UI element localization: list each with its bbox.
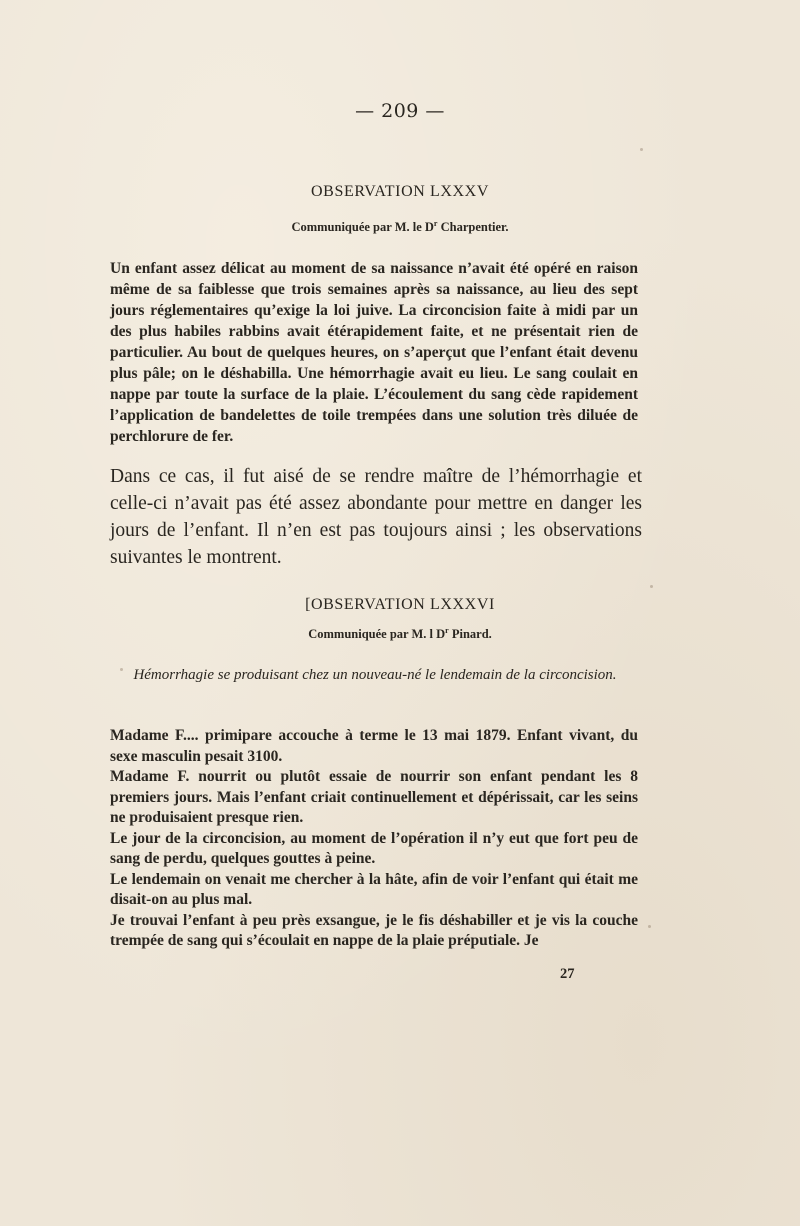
observation-86-body [110,726,638,952]
observation-85-byline [0,219,800,235]
byline-superscript: r [445,626,449,635]
observation-85-body [110,258,638,447]
observation-85-title: OBSERVATION LXXXV [311,183,489,200]
observation-86-title: [OBSERVATION LXXXVI [305,596,495,613]
observation-86-byline [0,626,800,642]
paragraph: Le jour de la circoncision, au moment de l’opération il n’y eut que fort peu de sang de perdu, quelques gouttes à peine. [110,829,638,867]
signature-folio: 27 [560,966,575,982]
commentary-block [110,463,642,571]
commentary-paragraph: Dans ce cas, il fut aisé de se rendre maître de l’hémorrhagie et celle-ci n’avait pas été assez abondante pour mettre en danger les jours de l’enfant. Il n’en est pas toujours ainsi ; les observations suivantes le montrent. [110,466,642,568]
paragraph: Madame F.... primipare accouche à terme le 13 mai 1879. Enfant vivant, du sexe masculin pesait 3100. [110,727,638,765]
paragraph: Je trouvai l’enfant à peu près exsangue, je le fis déshabiller et je vis la couche trempée de sang qui s’écoulait en nappe de la plaie préputiale. Je [110,911,638,949]
byline-superscript: r [433,219,438,228]
byline-author: Charpentier. [437,220,509,235]
paper-speck [120,668,123,671]
paper-speck [640,148,643,151]
byline-text: Communiquée par M. le D [291,220,434,235]
byline-text: Communiquée par M. l D [308,627,446,642]
observation-86-subtitle: Hémorrhagie se produisant chez un nouveau-né le lendemain de la circoncision. [133,667,617,683]
byline-author: Pinard. [448,627,492,642]
paper-speck [650,585,653,588]
paragraph: Le lendemain on venait me chercher à la hâte, afin de voir l’enfant qui était me disait-on au plus mal. [110,870,638,908]
paragraph: Un enfant assez délicat au moment de sa naissance n’avait été opéré en raison même de sa faiblesse que trois semaines après sa naissance, au lieu des sept jours réglementaires qu’exige la loi juive. La circoncision faite à midi par un des plus habiles rabbins avait étérapidement faite, et ne présentait rien de particulier. Au bout de quelques heures, on s’aperçut que l’enfant était devenu plus pâle; on le déshabilla. Une hémorrhagie avait eu lieu. Le sang coulait en nappe par toute la surface de la plaie. L’écoulement du sang cède rapidement l’application de bandelettes de toile trempées dans une solution très diluée de perchlorure de fer. [110,260,638,445]
page-number: — 209 — [355,100,445,122]
paper-speck [648,925,651,928]
paragraph: Madame F. nourrit ou plutôt essaie de nourrir son enfant pendant les 8 premiers jours. Mais l’enfant criait continuellement et dépérissait, car les seins ne produisaient presque rien. [110,768,638,826]
